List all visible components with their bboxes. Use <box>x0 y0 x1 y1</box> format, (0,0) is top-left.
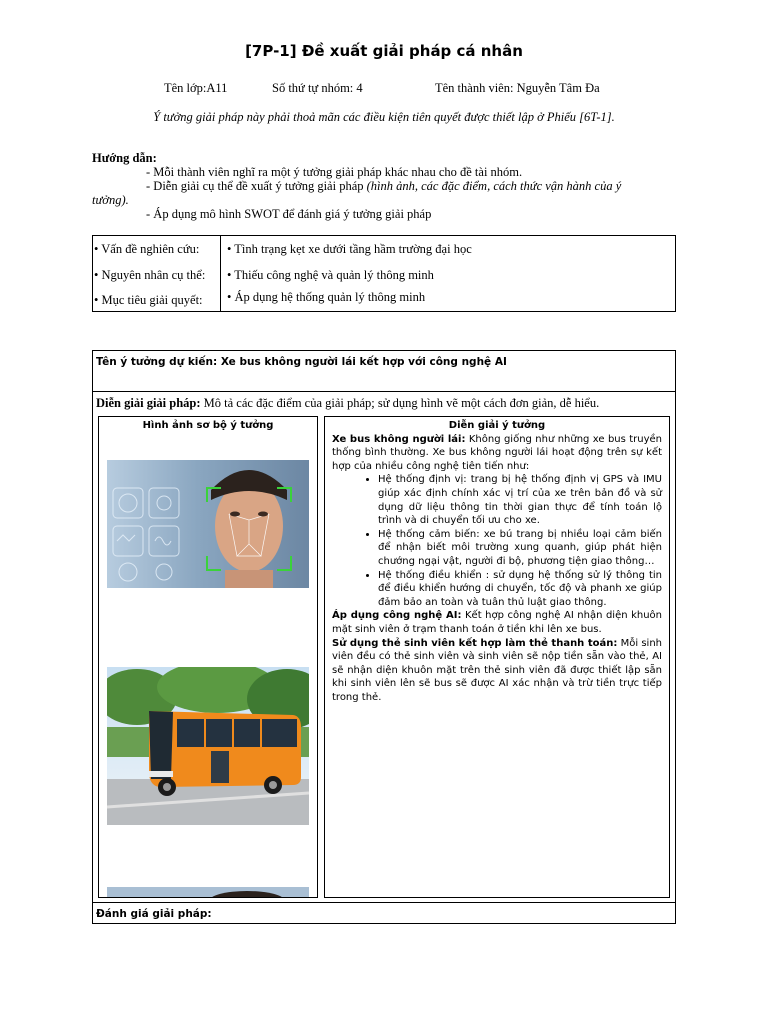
row-divider <box>93 391 675 392</box>
guide-line-2-cont: tưởng). <box>92 193 129 207</box>
goal-label: • Mục tiêu giải quyết: <box>94 293 203 307</box>
explanation-box <box>324 416 670 898</box>
guide-line-2-text: - Diễn giải cụ thể đề xuất ý tưởng giải pháp <box>146 179 367 193</box>
problem-label: • Vấn đề nghiên cứu: <box>94 242 200 256</box>
explain-row <box>96 396 599 411</box>
row-divider <box>93 902 675 903</box>
face-recognition-image <box>107 460 309 588</box>
ai-label: Áp dụng công nghệ AI: <box>332 610 462 622</box>
cause-label: • Nguyên nhân cụ thể: <box>94 268 206 282</box>
intro-note: Ý tưởng giải pháp này phải thoả mãn các điều kiện tiên quyết được thiết lập ở Phiếu [6T-1]. <box>153 110 615 124</box>
guide-line-1: - Mỗi thành viên nghĩ ra một ý tưởng giải pháp khác nhau cho đề tài nhóm. <box>146 165 523 179</box>
guide-section <box>92 151 652 221</box>
driverless-bus-image <box>107 667 309 825</box>
class-label: Tên lớp:A11 <box>164 81 228 95</box>
member-label: Tên thành viên: Nguyễn Tâm Đa <box>435 81 600 95</box>
student-card-label: Sử dụng thẻ sinh viên kết hợp làm thẻ thanh toán: <box>332 637 618 649</box>
images-heading: Hình ảnh sơ bộ ý tưởng <box>142 420 274 431</box>
explain-text: Mô tả các đặc điểm của giải pháp; sử dụng hình vẽ một cách đơn giản, dễ hiểu. <box>200 396 600 410</box>
guide-label: Hướng dẫn: <box>92 151 157 165</box>
technology-list <box>332 473 662 609</box>
list-item-positioning: • Hệ thống định vị: trang bị hệ thống định vị GPS và IMU giúp xác định chính xác vị trí của xe trên bản đồ và sử dụng dữ liệu thông tin thời gian thực để tính toán lộ trình và di chuyển tối ưu cho xe. <box>378 473 662 527</box>
driverless-bus-paragraph <box>332 433 662 474</box>
cropped-image-edge <box>107 887 309 898</box>
explanation-heading: Diễn giải ý tưởng <box>448 420 546 431</box>
list-item-control: • Hệ thống điều khiển : sử dụng hệ thống sử lý thông tin để điều khiển hướng di chuyển, tốc độ và phanh xe giúp đảm bảo an toàn và tuân thủ luật giao thông. <box>378 569 662 610</box>
table-divider <box>220 236 221 311</box>
guide-line-2-italic: (hình ảnh, các đặc điểm, cách thức vận hành của ý <box>366 179 622 193</box>
goal-value: • Áp dụng hệ thống quản lý thông minh <box>227 290 426 304</box>
images-box <box>98 416 318 898</box>
ai-paragraph <box>332 609 662 636</box>
guide-line-2 <box>92 179 652 193</box>
ai-text: Kết hợp công nghệ AI nhận diện khuôn mặt sinh viên ở trạm thanh toán ở tiền khi lên xe bus. <box>332 610 663 635</box>
list-item-sensors: • Hệ thống cảm biến: xe bú trang bị nhiều loại cảm biến để nhận biết môi trường xung quanh, giúp phát hiện chướng ngại vật, người đi bộ, phương tiện giao thông… <box>378 528 662 569</box>
driverless-bus-text: Không giống như những xe bus truyền thống bình thường. Xe bus không người lái hoạt động trên sự kết hợp của nhiều công nghệ tiên tiến như: <box>332 433 663 472</box>
student-card-paragraph <box>332 637 662 705</box>
cause-value: • Thiếu công nghệ và quản lý thông minh <box>227 268 434 282</box>
idea-title: Tên ý tưởng dự kiến: Xe bus không người lái kết hợp với công nghệ AI <box>96 356 507 368</box>
driverless-bus-label: Xe bus không người lái: <box>332 433 466 445</box>
student-card-text: Mỗi sinh viên đều có thẻ sinh viên và sinh viên sẽ nộp tiền sẵn vào thẻ, AI sẽ nhận diện khuôn mặt trên thẻ sinh viên đã được thiết lập sẵn khi sinh viên lên sẽ bus sẽ được AI xác nhận và trừ tiền trực tiếp trong thẻ. <box>332 637 662 703</box>
explain-label: Diễn giải giải pháp: <box>96 396 201 410</box>
idea-table <box>92 350 676 924</box>
page-title: [7P-1] Đề xuất giải pháp cá nhân <box>245 42 523 60</box>
evaluation-label: Đánh giá giải pháp: <box>96 908 212 920</box>
problem-value: • Tình trạng kẹt xe dưới tầng hầm trường đại học <box>227 242 472 256</box>
problem-table <box>92 235 676 312</box>
guide-line-3: - Áp dụng mô hình SWOT để đánh giá ý tưởng giải pháp <box>146 207 432 221</box>
group-label: Số thứ tự nhóm: 4 <box>272 81 363 95</box>
